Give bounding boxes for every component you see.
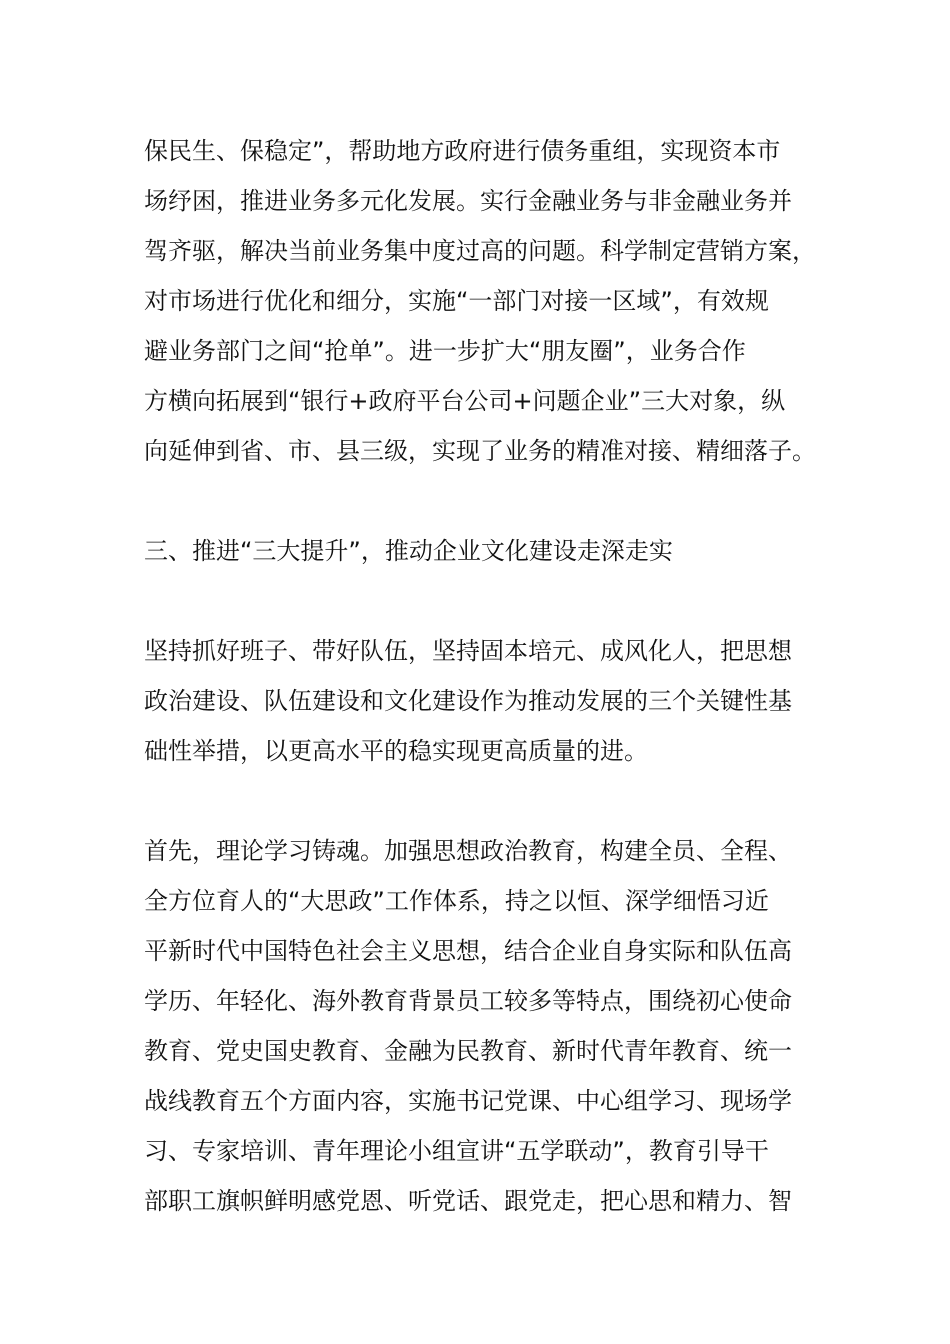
text-line: 习、专家培训、青年理论小组宣讲“五学联动”，教育引导干	[144, 1137, 769, 1165]
text-line: 避业务部门之间“抢单”。进一步扩大“朋友圈”，业务合作	[144, 337, 746, 365]
paragraph-business-diversification	[144, 126, 824, 476]
paragraph-theory-study	[144, 826, 824, 1226]
text-line: 政治建设、队伍建设和文化建设作为推动发展的三个关键性基	[144, 687, 792, 715]
text-line: 保民生、保稳定”，帮助地方政府进行债务重组，实现资本市	[144, 137, 781, 165]
text-line: 学历、年轻化、海外教育背景员工较多等特点，围绕初心使命	[144, 987, 792, 1015]
text-line: 部职工旗帜鲜明感党恩、听党话、跟党走，把心思和精力、智	[144, 1187, 792, 1215]
text-line: 驾齐驱，解决当前业务集中度过高的问题。科学制定营销方案，	[144, 237, 816, 265]
text-line: 战线教育五个方面内容，实施书记党课、中心组学习、现场学	[144, 1087, 792, 1115]
text-line: 首先，理论学习铸魂。加强思想政治教育，构建全员、全程、	[144, 837, 792, 865]
text-line: 教育、党史国史教育、金融为民教育、新时代青年教育、统一	[144, 1037, 792, 1065]
text-line: 对市场进行优化和细分，实施“一部门对接一区域”，有效规	[144, 287, 769, 315]
section-heading-text: 三、推进“三大提升”，推动企业文化建设走深走实	[144, 537, 673, 565]
section-heading	[144, 526, 824, 576]
text-line: 场纾困，推进业务多元化发展。实行金融业务与非金融业务并	[144, 187, 792, 215]
text-line: 方横向拓展到“银行+政府平台公司+问题企业”三大对象，纵	[144, 387, 786, 415]
text-line: 向延伸到省、市、县三级，实现了业务的精准对接、精细落子。	[144, 437, 816, 465]
text-line: 平新时代中国特色社会主义思想，结合企业自身实际和队伍高	[144, 937, 792, 965]
text-line: 坚持抓好班子、带好队伍，坚持固本培元、成风化人，把思想	[144, 637, 792, 665]
text-line: 全方位育人的“大思政”工作体系，持之以恒、深学细悟习近	[144, 887, 769, 915]
text-line: 础性举措，以更高水平的稳实现更高质量的进。	[144, 737, 648, 765]
paragraph-team-building	[144, 626, 824, 776]
